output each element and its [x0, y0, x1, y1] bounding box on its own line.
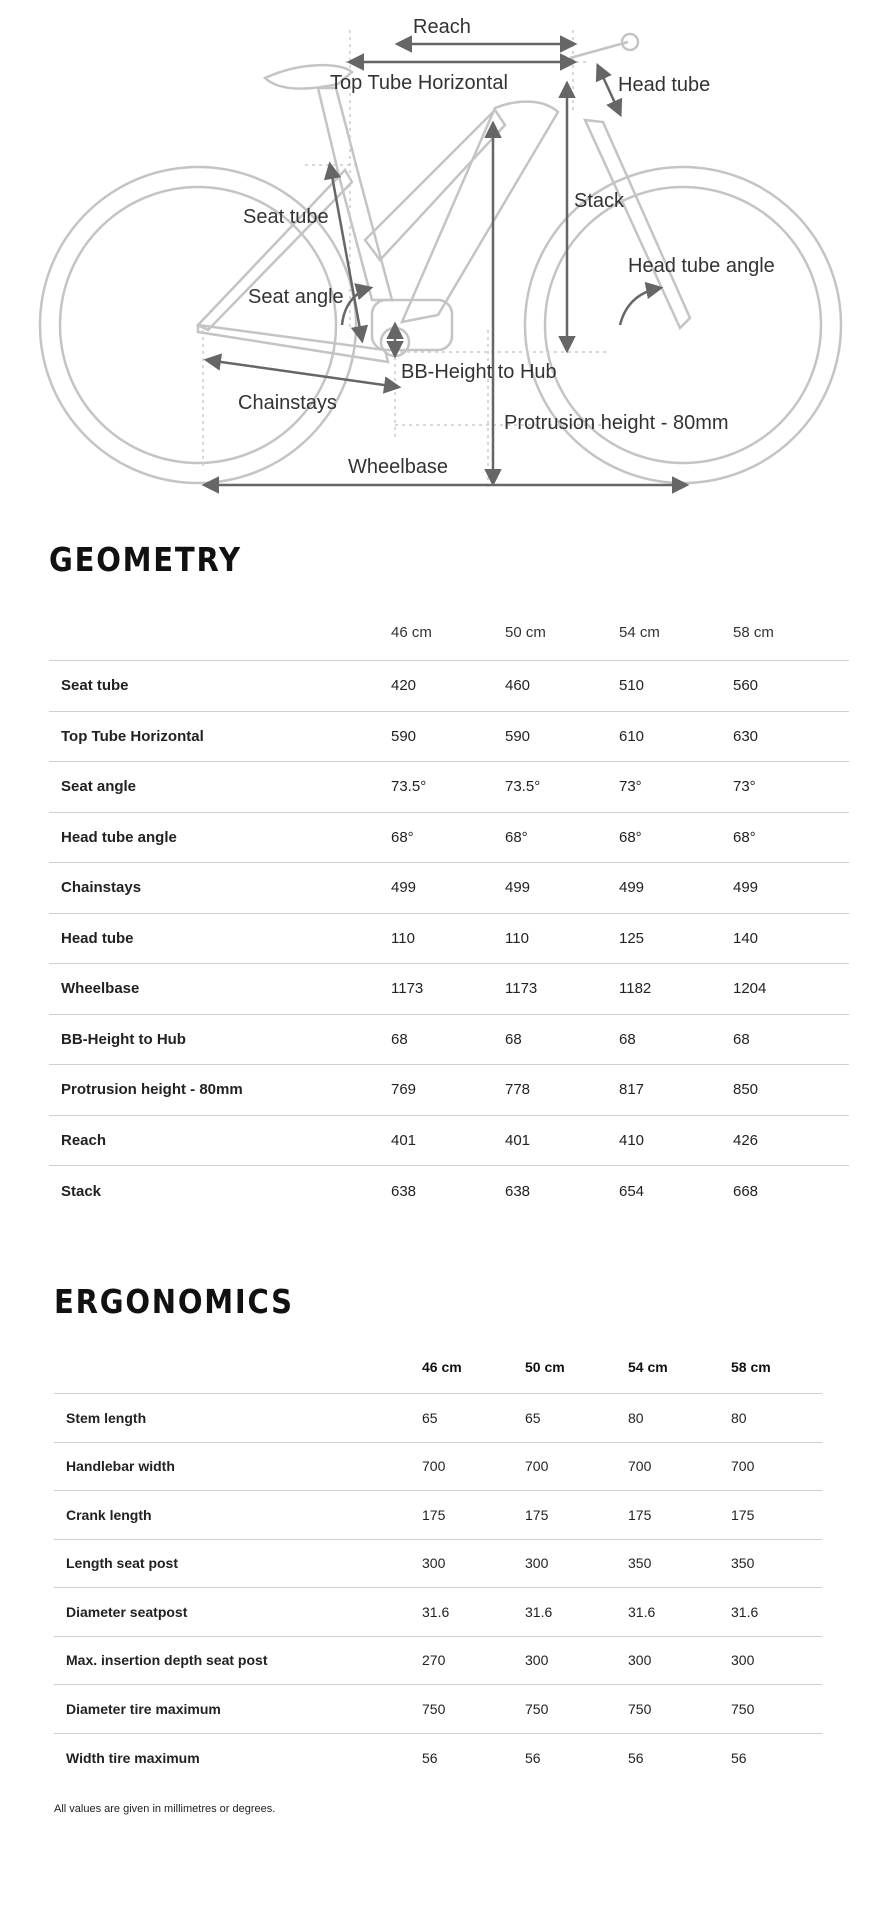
table-cell: 270	[422, 1652, 446, 1669]
label-head-tube: Head tube	[618, 74, 711, 96]
table-cell: 778	[505, 1081, 531, 1099]
table-cell: 300	[525, 1555, 549, 1572]
label-chainstays: Chainstays	[238, 392, 337, 414]
table-row	[54, 1539, 822, 1588]
table-cell: 175	[525, 1506, 549, 1523]
table-cell: 68°	[733, 828, 756, 846]
motor-housing	[372, 300, 452, 350]
row-label: Width tire maximum	[66, 1749, 200, 1766]
table-cell: 73.5°	[391, 778, 427, 796]
row-label: Length seat post	[66, 1555, 179, 1572]
label-wheelbase: Wheelbase	[348, 456, 449, 478]
table-row	[49, 1065, 849, 1116]
table-row	[54, 1685, 822, 1734]
seat-tube-shape	[318, 88, 392, 300]
table-cell: 499	[619, 879, 645, 897]
table-row	[54, 1394, 822, 1443]
geometry-size-header: 54 cm	[619, 623, 660, 641]
row-label: Max. insertion depth seat post	[66, 1652, 268, 1669]
table-row	[49, 863, 849, 914]
table-cell: 420	[391, 677, 417, 695]
table-cell: 175	[422, 1506, 446, 1523]
table-cell: 610	[619, 727, 645, 745]
geometry-size-header: 58 cm	[733, 623, 774, 641]
table-cell: 140	[733, 929, 759, 947]
table-cell: 31.6	[525, 1603, 553, 1620]
table-row	[49, 913, 849, 964]
table-row	[54, 1442, 822, 1491]
ergonomics-header-blank	[54, 1339, 422, 1394]
table-cell: 56	[628, 1749, 644, 1766]
table-cell: 65	[422, 1409, 438, 1426]
label-bb-height: BB-Height to Hub	[401, 361, 557, 383]
table-cell: 850	[733, 1081, 759, 1099]
table-cell: 73.5°	[505, 778, 541, 796]
table-row	[54, 1491, 822, 1540]
label-top-tube: Top Tube Horizontal	[330, 72, 508, 94]
table-cell: 68	[619, 1030, 636, 1048]
geometry-size-header: 50 cm	[505, 623, 546, 641]
table-row	[54, 1588, 822, 1637]
table-cell: 750	[422, 1700, 446, 1717]
row-label: Head tube	[61, 929, 134, 947]
table-cell: 401	[505, 1131, 531, 1149]
row-label: Diameter tire maximum	[66, 1700, 221, 1717]
table-cell: 80	[628, 1409, 644, 1426]
table-cell: 56	[525, 1749, 541, 1766]
table-row	[49, 812, 849, 863]
geometry-header-row	[49, 600, 849, 661]
ergonomics-size-header: 54 cm	[628, 1359, 668, 1375]
ergonomics-title: ERGONOMICS	[54, 1282, 294, 1321]
row-label: Reach	[61, 1131, 107, 1149]
table-row	[49, 964, 849, 1015]
head-tube-angle-arrow	[620, 288, 660, 325]
label-reach: Reach	[413, 16, 471, 38]
table-cell: 175	[628, 1506, 652, 1523]
geometry-header-blank	[49, 600, 391, 661]
row-label: Stack	[61, 1182, 102, 1200]
stem-handlebar	[570, 42, 628, 58]
ergonomics-header-row	[54, 1339, 822, 1394]
row-label: Chainstays	[61, 879, 142, 897]
ergonomics-size-header: 58 cm	[731, 1359, 771, 1375]
table-cell: 460	[505, 677, 531, 695]
row-label: Handlebar width	[66, 1458, 175, 1475]
row-label: Seat tube	[61, 677, 129, 695]
table-cell: 750	[525, 1700, 549, 1717]
label-protrusion: Protrusion height - 80mm	[504, 412, 729, 434]
row-label: BB-Height to Hub	[61, 1030, 186, 1048]
table-cell: 31.6	[422, 1603, 450, 1620]
table-cell: 590	[505, 727, 531, 745]
table-cell: 73°	[733, 778, 756, 796]
table-cell: 175	[731, 1506, 755, 1523]
table-cell: 700	[628, 1458, 652, 1475]
table-cell: 1173	[391, 980, 424, 998]
table-row	[49, 762, 849, 813]
table-cell: 401	[391, 1131, 417, 1149]
table-cell: 68	[391, 1030, 408, 1048]
geometry-size-header: 46 cm	[391, 623, 432, 641]
table-cell: 300	[628, 1652, 652, 1669]
table-cell: 700	[525, 1458, 549, 1475]
geometry-title: GEOMETRY	[49, 540, 242, 579]
table-cell: 68°	[505, 828, 528, 846]
chainstays-arrow	[207, 360, 398, 387]
ergonomics-table	[54, 1339, 822, 1782]
ergonomics-section	[54, 1282, 822, 1782]
row-label: Wheelbase	[61, 980, 140, 998]
table-cell: 499	[505, 879, 531, 897]
bike-geometry-diagram	[0, 0, 895, 500]
table-cell: 560	[733, 677, 759, 695]
table-cell: 125	[619, 929, 645, 947]
table-cell: 638	[505, 1182, 531, 1200]
table-cell: 68	[733, 1030, 750, 1048]
table-cell: 750	[731, 1700, 755, 1717]
table-cell: 300	[422, 1555, 446, 1572]
table-cell: 110	[505, 929, 529, 947]
table-cell: 654	[619, 1182, 645, 1200]
label-seat-tube: Seat tube	[243, 206, 329, 228]
table-cell: 350	[628, 1555, 652, 1572]
label-head-tube-angle: Head tube angle	[628, 255, 775, 277]
table-row	[54, 1636, 822, 1685]
table-cell: 750	[628, 1700, 652, 1717]
table-cell: 510	[619, 677, 645, 695]
table-cell: 56	[422, 1749, 438, 1766]
table-row	[49, 1166, 849, 1217]
row-label: Top Tube Horizontal	[61, 727, 204, 745]
row-label: Seat angle	[61, 778, 137, 796]
table-row	[49, 711, 849, 762]
table-row	[49, 661, 849, 712]
table-cell: 65	[525, 1409, 541, 1426]
table-cell: 1173	[505, 980, 538, 998]
table-cell: 31.6	[731, 1603, 759, 1620]
table-cell: 68	[505, 1030, 522, 1048]
geometry-table	[49, 600, 849, 1216]
table-row	[49, 1115, 849, 1166]
head-tube-arrow	[598, 66, 620, 114]
row-label: Protrusion height - 80mm	[61, 1081, 243, 1099]
table-cell: 426	[733, 1131, 759, 1149]
table-cell: 817	[619, 1081, 645, 1099]
table-row	[54, 1733, 822, 1782]
table-cell: 300	[525, 1652, 549, 1669]
row-label: Head tube angle	[61, 828, 177, 846]
table-cell: 68°	[391, 828, 414, 846]
label-stack: Stack	[574, 190, 625, 212]
row-label: Crank length	[66, 1506, 152, 1523]
table-cell: 668	[733, 1182, 759, 1200]
table-cell: 73°	[619, 778, 642, 796]
table-cell: 499	[733, 879, 759, 897]
table-cell: 350	[731, 1555, 755, 1572]
geometry-section	[49, 540, 849, 1216]
table-cell: 31.6	[628, 1603, 656, 1620]
table-cell: 68°	[619, 828, 642, 846]
table-cell: 700	[731, 1458, 755, 1475]
table-cell: 638	[391, 1182, 417, 1200]
ergonomics-size-header: 50 cm	[525, 1359, 565, 1375]
table-cell: 300	[731, 1652, 755, 1669]
label-seat-angle: Seat angle	[248, 286, 344, 308]
table-cell: 110	[391, 929, 415, 947]
table-cell: 590	[391, 727, 417, 745]
table-cell: 56	[731, 1749, 747, 1766]
row-label: Diameter seatpost	[66, 1603, 188, 1620]
table-cell: 499	[391, 879, 417, 897]
table-row	[49, 1014, 849, 1065]
table-cell: 700	[422, 1458, 446, 1475]
table-cell: 410	[619, 1131, 645, 1149]
table-cell: 1182	[619, 980, 652, 998]
row-label: Stem length	[66, 1409, 147, 1426]
table-cell: 80	[731, 1409, 747, 1426]
footnote: All values are given in millimetres or degrees.	[54, 1803, 276, 1815]
table-cell: 1204	[733, 980, 767, 998]
ergonomics-size-header: 46 cm	[422, 1359, 462, 1375]
table-cell: 630	[733, 727, 759, 745]
table-cell: 769	[391, 1081, 417, 1099]
